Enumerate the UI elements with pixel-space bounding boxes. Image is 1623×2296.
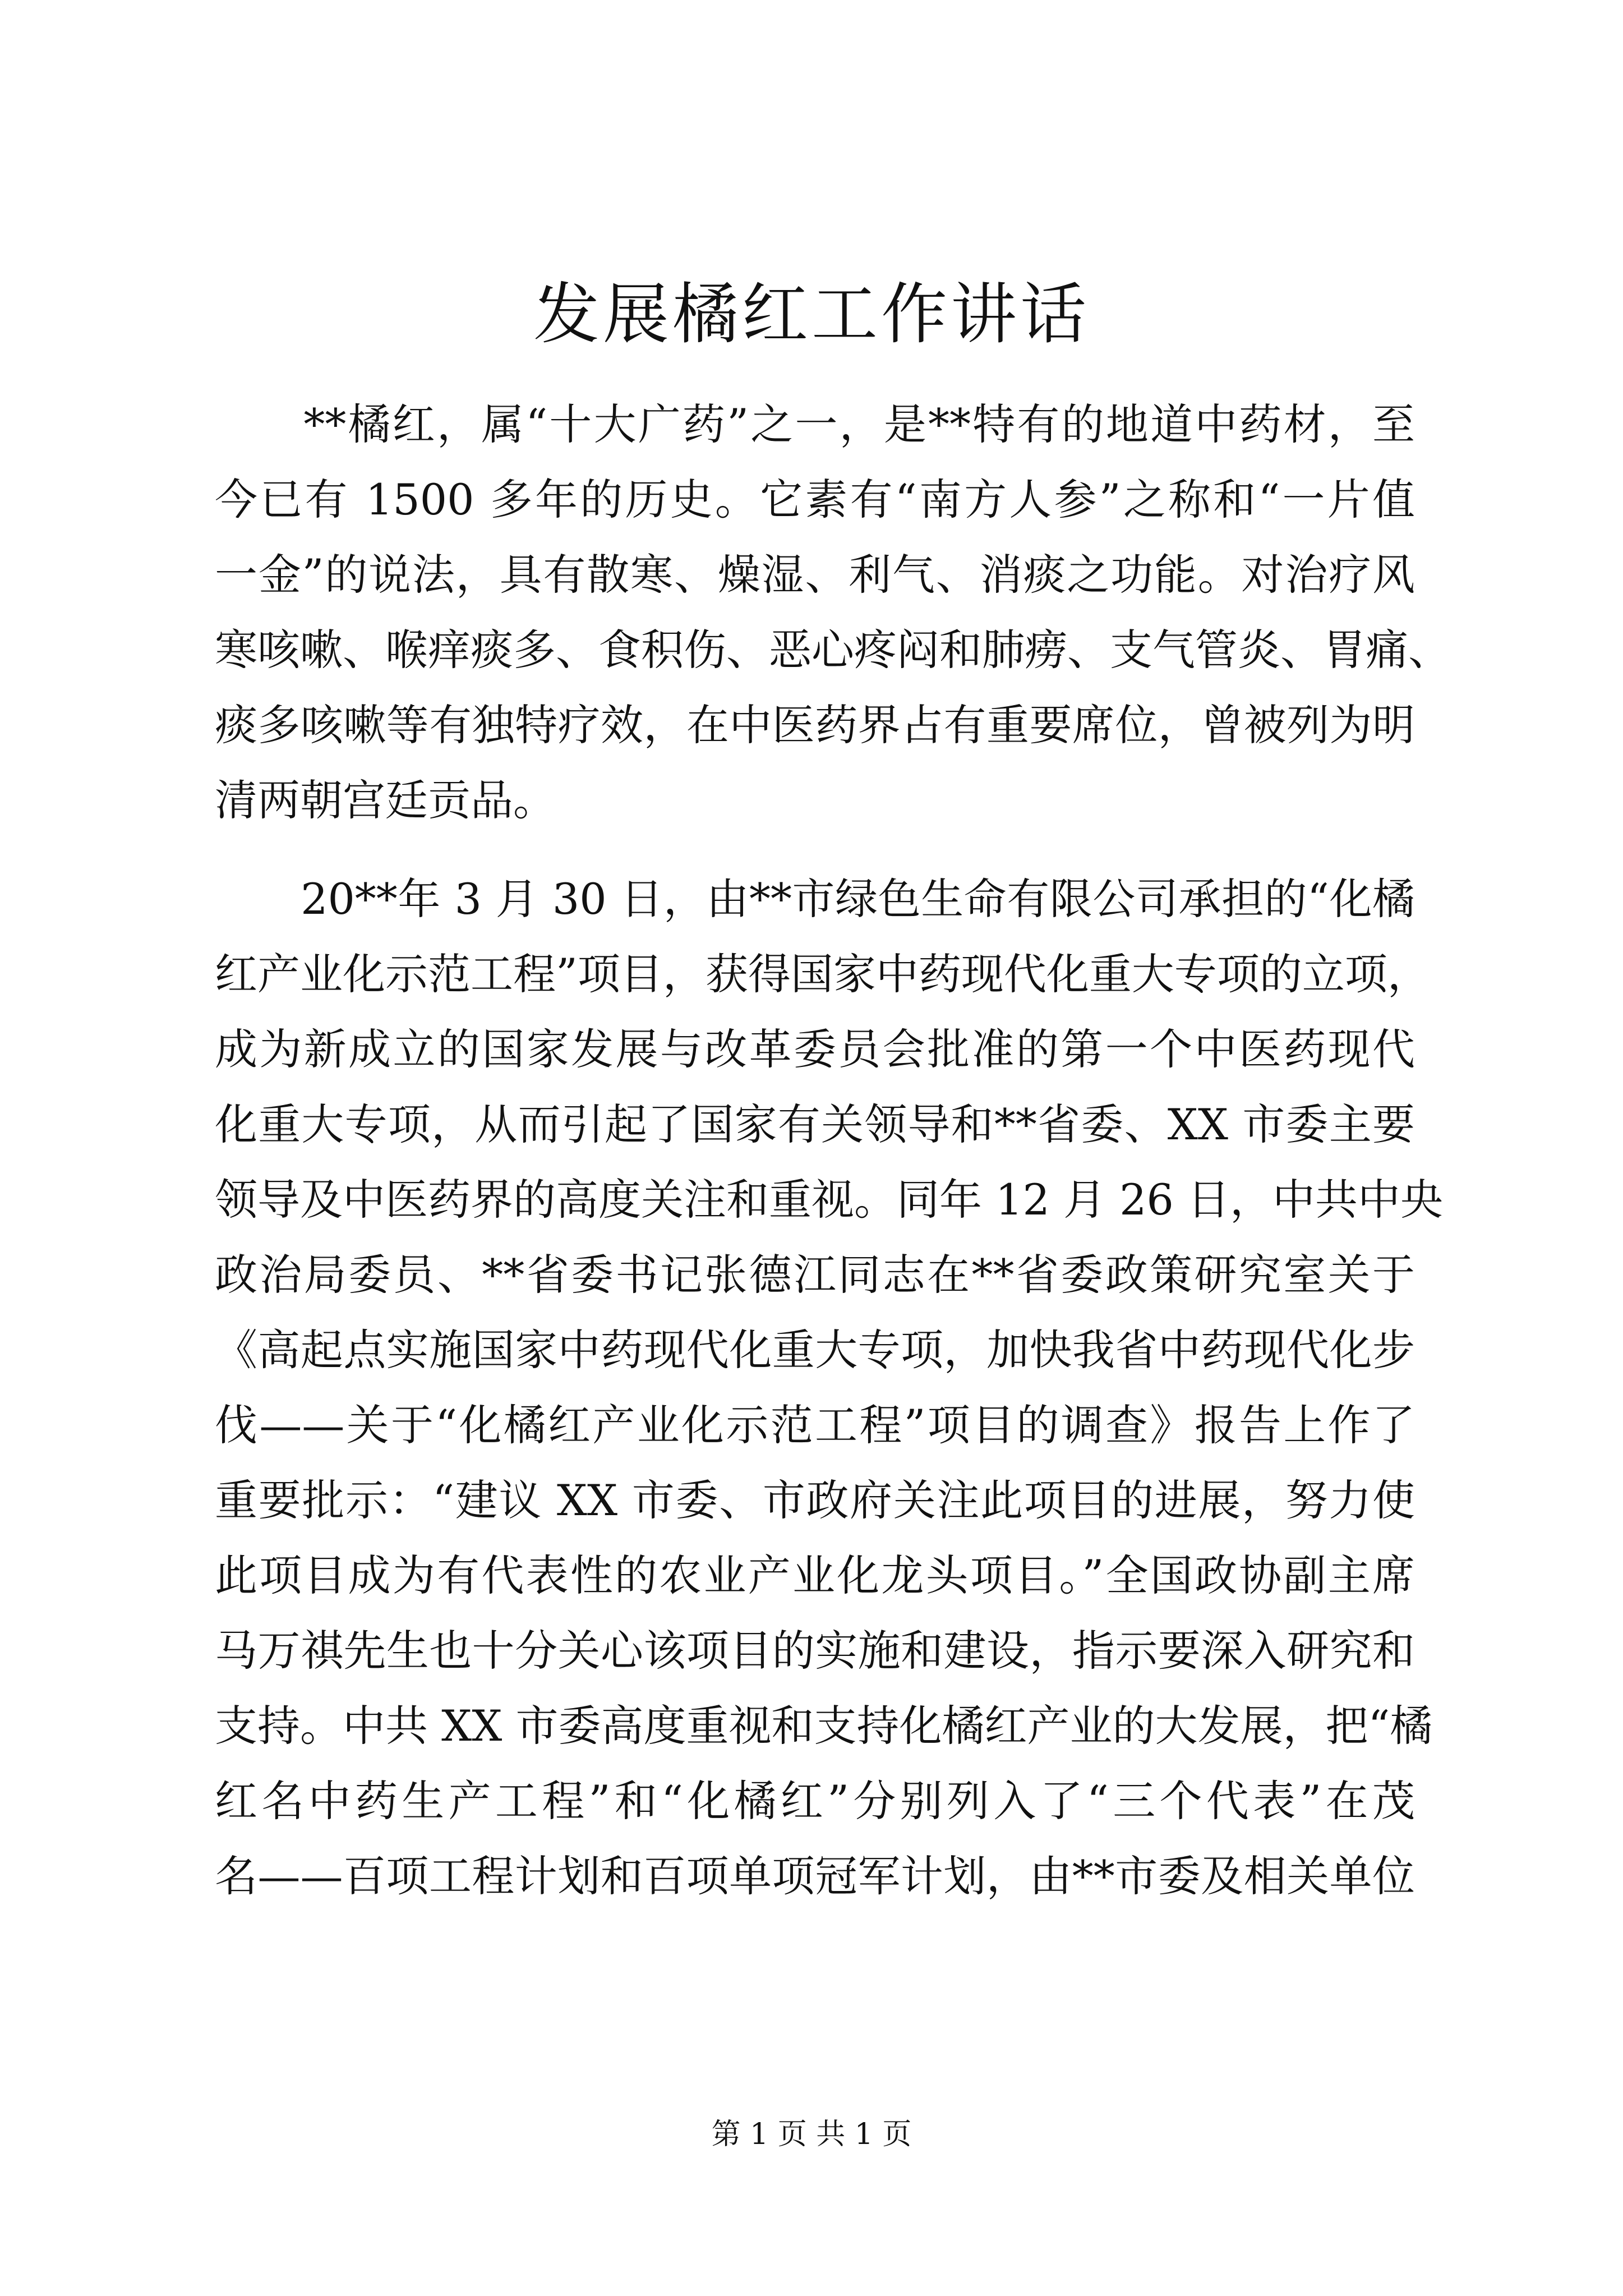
paragraph-1-line-1: **橘红，属“十大广药”之一，是**特有的地道中药材，至 [215, 399, 1415, 449]
paragraph-spacer [215, 838, 1415, 862]
paragraph-1-line-6: 清两朝宫廷贡品。 [215, 775, 556, 825]
paragraph-2-line-1: 20**年 3 月 30 日，由**市绿色生命有限公司承担的“化橘 [215, 874, 1415, 924]
paragraph-1-line-4: 寒咳嗽、喉痒痰多、食积伤、恶心疼闷和肺痨、支气管炎、胃痛、 [215, 625, 1451, 675]
paragraph-1-line-5: 痰多咳嗽等有独特疗效，在中医药界占有重要席位，曾被列为明 [215, 700, 1415, 750]
paragraph-2-line-7: 《高起点实施国家中药现代化重大专项，加快我省中药现代化步 [215, 1325, 1415, 1375]
paragraph-2-line-4: 化重大专项，从而引起了国家有关领导和**省委、XX 市委主要 [215, 1099, 1415, 1149]
paragraph-1-line-2: 今已有 1500 多年的历史。它素有“南方人参”之称和“一片值 [215, 475, 1415, 524]
paragraph-2-line-12: 支持。中共 XX 市委高度重视和支持化橘红产业的大发展，把“橘 [215, 1701, 1433, 1751]
paragraph-2-line-10: 此项目成为有代表性的农业产业化龙头项目。”全国政协副主席 [215, 1550, 1415, 1600]
paragraph-2-line-13: 红名中药生产工程”和“化橘红”分别列入了“三个代表”在茂 [215, 1776, 1415, 1826]
document-title: 发展橘红工作讲话 [533, 275, 1090, 353]
paragraph-1-line-3: 一金”的说法，具有散寒、燥湿、利气、消痰之功能。对治疗风 [215, 550, 1415, 600]
paragraph-2-line-8: 伐——关于“化橘红产业化示范工程”项目的调查》报告上作了 [215, 1400, 1415, 1450]
page-footer: 第 1 页 共 1 页 [711, 2118, 912, 2151]
paragraph-2-line-11: 马万祺先生也十分关心该项目的实施和建设，指示要深入研究和 [215, 1626, 1415, 1676]
paragraph-2-line-14: 名——百项工程计划和百项单项冠军计划，由**市委及相关单位 [215, 1851, 1415, 1901]
paragraph-2-line-3: 成为新成立的国家发展与改革委员会批准的第一个中医药现代 [215, 1024, 1415, 1074]
paragraph-2-line-6: 政治局委员、**省委书记张德江同志在**省委政策研究室关于 [215, 1250, 1415, 1300]
paragraph-2-line-2: 红产业化示范工程”项目，获得国家中药现代化重大专项的立项， [215, 949, 1430, 999]
paragraph-2-line-9: 重要批示：“建议 XX 市委、市政府关注此项目的进展，努力使 [215, 1475, 1415, 1525]
paragraph-2-line-5: 领导及中医药界的高度关注和重视。同年 12 月 26 日，中共中央 [215, 1175, 1444, 1225]
document-body [215, 387, 1451, 1914]
